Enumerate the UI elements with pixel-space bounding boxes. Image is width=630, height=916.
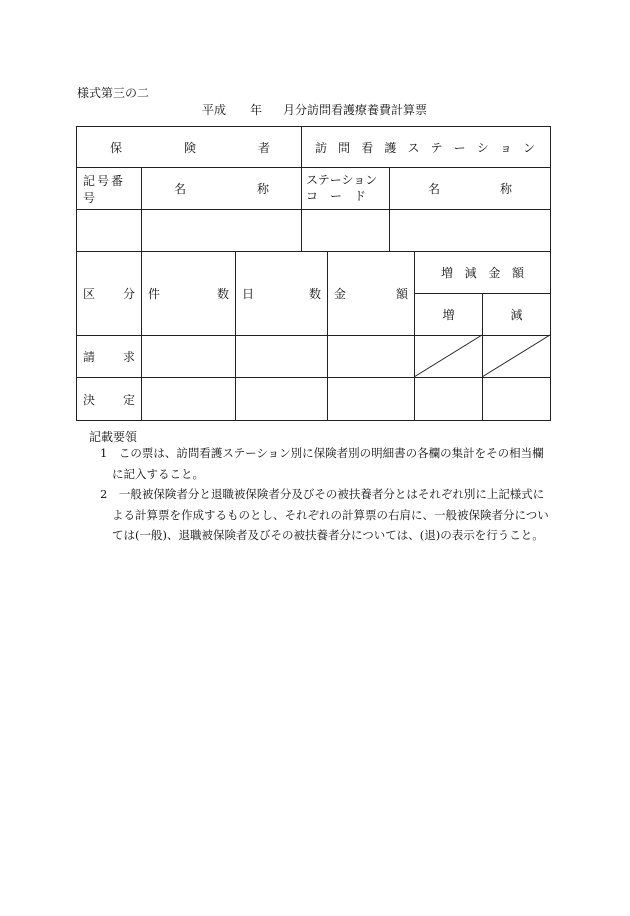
char: 険 [183, 140, 196, 155]
char: 称 [256, 182, 269, 196]
char: 問 [338, 140, 351, 155]
code-number-label: 記号番号 [83, 173, 126, 205]
decrease-label: 減 [510, 308, 523, 322]
char: 決 [83, 392, 96, 407]
char: ョ [499, 140, 512, 155]
char: 日 [242, 287, 255, 301]
claim-label [77, 336, 141, 377]
char: 額 [395, 287, 408, 301]
insurer-header [100, 127, 280, 167]
diagonal-slash [482, 335, 550, 377]
days-label [236, 252, 327, 335]
char: 数 [216, 287, 229, 301]
note-item: 2 一般被保険者分と退職被保険者分及びその被扶養者分とはそれぞれ別に上記様式による計算票を作成するものとし、それぞれの計算票の右肩に、一般被保険者分については(一般)、退職被保険者及びその被扶養者分については、(退)の表示を行うこと。 [100, 487, 549, 542]
char: ス [407, 140, 420, 155]
station-code-label [306, 172, 386, 204]
station-header [305, 127, 545, 167]
line: ステーション [306, 173, 378, 187]
char: 額 [511, 266, 524, 280]
char: 求 [122, 350, 135, 364]
title-era: 平成 [202, 103, 227, 117]
title-year: 年 [250, 103, 263, 117]
category-label [77, 252, 141, 335]
decision-label [77, 378, 141, 420]
char: 称 [499, 182, 512, 196]
char: テ [430, 140, 443, 155]
char: 看 [361, 140, 374, 155]
char: 件 [148, 287, 161, 301]
char: 名 [428, 182, 441, 196]
station-name-label [390, 168, 550, 209]
char: 者 [257, 140, 270, 155]
char: 減 [464, 266, 477, 280]
char: 増 [441, 266, 454, 280]
char: ー [453, 140, 466, 155]
char: ン [522, 140, 535, 155]
char: シ [476, 140, 489, 155]
char: 護 [384, 140, 397, 155]
char: 金 [488, 266, 501, 280]
char: 訪 [315, 140, 328, 155]
increase-label: 増 [442, 308, 455, 322]
title: 月分訪問看護療養費計算票 [283, 103, 428, 117]
char: 請 [83, 350, 96, 364]
char: 区 [83, 287, 96, 301]
form-number: 様式第三の二 [77, 86, 150, 100]
count-label [142, 252, 235, 335]
insurer-name-label [142, 168, 301, 209]
char: 数 [308, 287, 321, 301]
char: 定 [122, 392, 135, 407]
diagonal-slash [414, 335, 482, 377]
note-item: 1 この票は、訪問看護ステーション別に保険者別の明細書の各欄の集計をその相当欄に記入すること。 [100, 446, 544, 481]
line: コ ー ド [306, 189, 367, 203]
amount-label [328, 252, 414, 335]
char: 分 [122, 287, 135, 301]
char: 保 [110, 140, 123, 155]
char: 金 [334, 287, 347, 301]
change-amount-label [415, 252, 550, 293]
notes-heading: 記載要領 [89, 430, 138, 444]
char: 名 [174, 182, 187, 196]
